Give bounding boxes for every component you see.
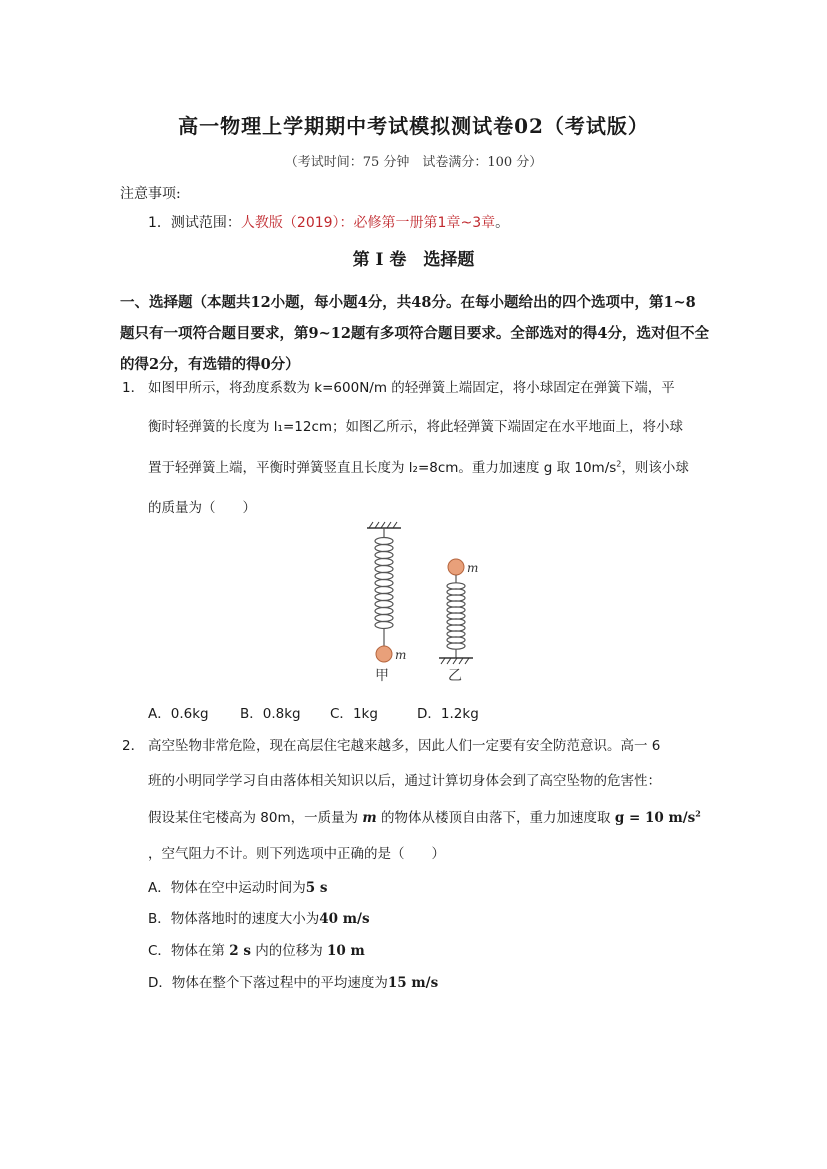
q2-line3a: 假设某住宅楼高为 80m，一质量为: [148, 810, 363, 826]
page-title: 高一物理上学期期中考试模拟测试卷02（考试版）: [178, 114, 649, 138]
q2-option-c-value: 2 s: [229, 943, 251, 959]
q1-option-d[interactable]: [417, 702, 479, 722]
q2-number: 2．: [122, 738, 145, 754]
figure-right-ground: [439, 658, 473, 664]
q2-line1: 高空坠物非常危险，现在高层住宅越来越多，因此人们一定要有安全防范意识。高一 6: [148, 738, 661, 754]
q1-line4: 的质量为（ ）: [148, 500, 256, 516]
q2-line2: 班的小明同学学习自由落体相关知识以后，通过计算切身体会到了高空坠物的危害性：: [148, 773, 661, 789]
q1-option-d-text: 1.2kg: [440, 706, 479, 722]
notice-scope: 人教版（2019）：必修第一册第1章~3章: [240, 215, 496, 231]
q1-option-b-text: 0.8kg: [262, 706, 301, 722]
q1-line1: 如图甲所示，将劲度系数为 k=600N/m 的轻弹簧上端固定，将小球固定在弹簧下端，平: [148, 380, 675, 396]
q1-option-b[interactable]: [240, 702, 301, 722]
q2-option-d[interactable]: [148, 971, 438, 991]
q2-option-c-value2: 10 m: [327, 943, 365, 959]
part-intro: 一、选择题（本题共12小题，每小题4分，共48分。在每小题给出的四个选项中，第1~8题只有一项符合题目要求，第9~12题有多项符合题目要求。全部选对的得4分，选对但不全的得2分，有选错的得0分）: [120, 294, 710, 373]
q2-line4: ，空气阻力不计。则下列选项中正确的是（ ）: [148, 846, 445, 862]
figure-right-ball: [448, 559, 464, 575]
q2-option-c-text: 物体在第: [170, 943, 230, 959]
q2-option-a[interactable]: [148, 876, 327, 896]
q2-gravity: g = 10 m/s: [614, 810, 696, 826]
q2-gravity-sup: 2: [695, 808, 701, 819]
q2-option-c-key: C．: [148, 943, 171, 959]
notice-label: 注意事项:: [120, 186, 181, 202]
figure-left-ceiling: [367, 522, 401, 528]
q2-option-a-text: 物体在空中运动时间为: [170, 880, 306, 896]
figure-right-mass-label: m: [467, 561, 479, 575]
q2-option-a-value: 5 s: [305, 880, 328, 896]
q1-line2: 衡时轻弹簧的长度为 l₁=12cm；如图乙所示，将此轻弹簧下端固定在水平地面上，将小球: [148, 419, 684, 435]
q2-line3: [148, 806, 701, 826]
section-heading: 第 I 卷 选择题: [352, 250, 475, 270]
notice-item: [148, 212, 509, 232]
q1-option-d-key: D．: [417, 706, 441, 722]
exam-info: （考试时间：75 分钟 试卷满分：100 分）: [284, 155, 543, 170]
q1-option-a[interactable]: [148, 702, 209, 722]
spring-figure: [355, 520, 495, 690]
figure-left-ball: [376, 646, 392, 662]
q2-mass-symbol: m: [362, 810, 377, 826]
q2-option-c-after: 内的位移为: [250, 943, 328, 959]
q2-option-c[interactable]: [148, 939, 365, 959]
q2-option-b-key: B．: [148, 911, 171, 927]
q1-option-a-key: A．: [148, 706, 171, 722]
q2-option-b-text: 物体落地时的速度大小为: [170, 911, 320, 927]
figure-left-spring: [375, 528, 393, 646]
q1-option-c-text: 1kg: [352, 706, 378, 722]
figure-label-left: 甲: [375, 668, 389, 684]
figure-right-spring: [447, 575, 465, 658]
q2-line3b: 的物体从楼顶自由落下，重力加速度取: [376, 810, 615, 826]
q2-option-b-value: 40 m/s: [319, 911, 370, 927]
q2-option-d-value: 15 m/s: [387, 975, 439, 991]
q1-option-c-key: C．: [330, 706, 353, 722]
q1-line3-sup: 2: [616, 459, 622, 469]
q1-line3: [148, 456, 689, 476]
figure-left-mass-label: m: [395, 648, 407, 662]
q1-option-c[interactable]: [330, 702, 378, 722]
q1-line3a: 置于轻弹簧上端，平衡时弹簧竖直且长度为 l₂=8cm。重力加速度 g 取 10m/s: [148, 460, 617, 476]
q1-number: 1．: [122, 380, 145, 396]
q2-option-d-text: 物体在整个下落过程中的平均速度为: [171, 975, 388, 991]
q2-option-a-key: A．: [148, 880, 171, 896]
notice-item-suffix: 。: [495, 215, 510, 231]
q1-option-b-key: B．: [240, 706, 263, 722]
notice-item-prefix: 1．测试范围：: [148, 215, 241, 231]
q1-line3b: ，则该小球: [621, 460, 689, 476]
figure-label-right: 乙: [448, 668, 462, 684]
q2-option-d-key: D．: [148, 975, 172, 991]
q2-option-b[interactable]: [148, 907, 370, 927]
q1-option-a-text: 0.6kg: [170, 706, 209, 722]
